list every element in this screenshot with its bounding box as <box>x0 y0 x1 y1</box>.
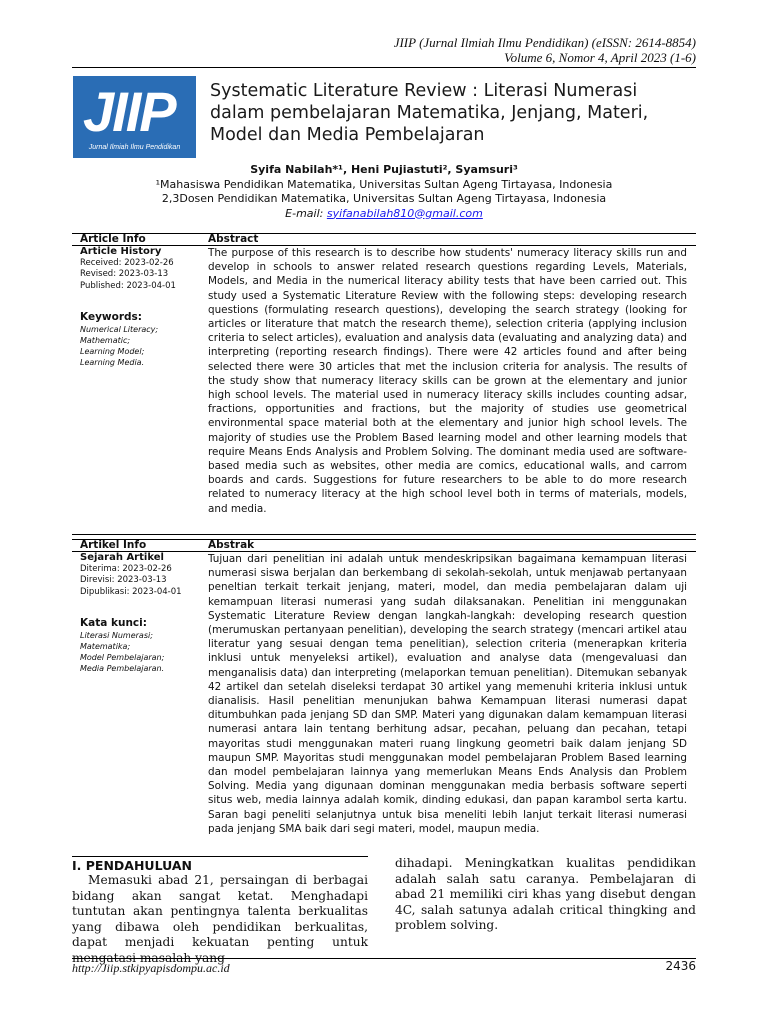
page-number: 2436 <box>665 959 696 973</box>
footer-url[interactable]: http://Jiip.stkipyapisdompu.ac.id <box>72 961 230 975</box>
logo-subtitle: Jurnal Ilmiah Ilmu Pendidikan <box>88 144 181 151</box>
journal-logo <box>73 76 196 158</box>
english-block-bottom-rule <box>72 534 696 535</box>
section-heading: I. PENDAHULUAN <box>72 856 368 873</box>
journal-header <box>394 35 696 65</box>
sejarah-artikel-title: Sejarah Artikel <box>80 552 164 563</box>
keyword-item: Learning Model; <box>80 346 145 356</box>
article-info-column <box>80 246 205 368</box>
affiliation-2: 2,3Dosen Pendidikan Matematika, Universitas Sultan Ageng Tirtayasa, Indonesia <box>161 192 607 205</box>
article-history-title: Article History <box>80 246 162 257</box>
keyword-item: Numerical Literacy; <box>80 324 159 334</box>
english-abstract-block <box>72 233 696 535</box>
intro-paragraph-left: Memasuki abad 21, persaingan di berbagai bidang akan sangat ketat. Menghadapi tuntutan akan pentingnya talenta berkualitas yang dibawa oleh pendidikan berkualitas, dapat menjadi kekuatan penting untuk mengatasi masalah yang <box>72 873 368 965</box>
intro-paragraph-right: dihadapi. Meningkatkan kualitas pendidikan adalah salah satu caranya. Pembelajaran di abad 21 memiliki ciri khas yang disebut dengan 4C, salah satunya adalah critical thingking and problem solving. <box>395 856 696 932</box>
article-info-label: Article Info <box>80 233 146 245</box>
direvisi-date: Direvisi: 2023-03-13 <box>80 575 167 585</box>
header-divider <box>72 67 696 68</box>
abstrak-label: Abstrak <box>208 539 255 551</box>
revised-date: Revised: 2023-03-13 <box>80 269 169 279</box>
keyword-item: Model Pembelajaran; <box>80 652 165 662</box>
artikel-info-label: Artikel Info <box>80 539 147 551</box>
email-line <box>72 207 696 222</box>
author-block <box>72 163 696 221</box>
artikel-info-column <box>80 552 205 674</box>
keyword-item: Matematika; <box>80 641 131 651</box>
english-block-header <box>72 233 696 246</box>
intro-column-right <box>395 856 696 934</box>
affiliation-1: ¹Mahasiswa Pendidikan Matematika, Universitas Sultan Ageng Tirtayasa, Indonesia <box>155 177 613 191</box>
kata-kunci-title: Kata kunci: <box>80 617 147 629</box>
indonesian-block-header <box>72 539 696 552</box>
keyword-item: Mathematic; <box>80 335 131 345</box>
indonesian-abstract-block <box>72 539 696 854</box>
email-label: E-mail: <box>285 206 324 220</box>
keyword-item: Learning Media. <box>80 357 145 367</box>
logo-text: JIIP <box>83 80 175 143</box>
journal-volume: Volume 6, Nomor 4, April 2023 (1-6) <box>504 50 696 65</box>
keyword-item: Media Pembelajaran. <box>80 663 165 673</box>
intro-column-left <box>72 856 368 966</box>
author-names: Syifa Nabilah*¹, Heni Pujiastuti², Syamsuri³ <box>250 163 518 176</box>
received-date: Received: 2023-02-26 <box>80 257 174 268</box>
keywords-title: Keywords: <box>80 311 142 323</box>
published-date: Published: 2023-04-01 <box>80 280 176 291</box>
paper-title: Systematic Literature Review : Literasi Numerasi dalam pembelajaran Matematika, Jenjang, Materi, Model dan Media Pembelajaran <box>210 81 649 145</box>
email-link[interactable]: syifanabilah810@gmail.com <box>326 206 483 220</box>
keyword-item: Literasi Numerasi; <box>80 630 153 640</box>
footer-divider <box>72 958 696 959</box>
abstrak-text: Tujuan dari penelitian ini adalah untuk mendeskripsikan bagaimana kemampuan literasi numerasi siswa berjalan dan berkembang di sekolah-sekolah, untuk menjawab pertanyaan peneltian terkait terkait jenjang, materi, model, dan media pembelajaran dalam uji kemampuan literasi numerasi yang sudah dilaksanakan. Penelitian ini menggunakan Systematic Literature Review dengan langkah-langkah: developing research question (merumuskan pertanyaan penelitian), developing the search strategy (mencari artikel atau literatur yang sesuai dengan tema penelitian), selection criteria (menerapkan kriteria inklusi untuk menyeleksi artikel), evaluation and analyse data (mengevaluasi dan menganalisis data) dan interpreting (melaporkan temuan penelitian). Ditemukan sebanyak 42 artikel dan setelah diseleksi terdapat 30 artikel yang memenuhi kriteria inklusi untuk dianalisis. Hasil penelitian menunjukan bahwa Kemampuan literasi numerasi dapat ditumbuhkan pada jenjang SD dan SMP. Materi yang digunakan dalam kemampuan literasi numerasi antara lain tentang berhitung adsar, pecahan, peluang dan pecahan, tetapi mayoritas studi menggunakan materi ruang lingkung geometri baik dalam jenjang SD maupun SMP. Mayoritas studi menggunakan model pembelajaran Problem Based learning dan model pembelajaran lainnya yang memerlukan Means Ends Analysis dan Problem Solving. Media yang digunaan dominan menggunakan media berbasis software seperti situs web, media lainnya adalah komik, dinding edukasi, dan papan karambol serta kartu. Saran bagi peneliti selanjutnya untuk bisa meneliti lebih lanjut terkait literasi numerasi pada jenjang SMA baik dari segi materi, model, maupun media. <box>208 553 687 835</box>
abstract-label: Abstract <box>208 233 259 245</box>
abstract-text: The purpose of this research is to describe how students' numeracy literacy skills run and develop in schools to answer related research questions regarding Levels, Materials, Models, and Media in the numerical literacy ability tests that have been carried out. This study used a Systematic Literature Review with the following steps: developing research questions (formulating research questions), developing the search strategy (looking for articles or literature that match the research theme), selection criteria (applying inclusion criteria to select articles), evaluation and analysis data (evaluating and analyzing data) and interpreting (reporting research findings). There were 42 articles found and after being selected there were 30 articles that met the inclusion criteria for analysis. The results of the study show that numeracy literacy skills can be grown at the elementary and junior high school levels. The material used in numeracy literacy skills includes counting adsar, fractions, opportunities and fractions, but the majority of studies use geometrical environmental space material both at the elementary and junior high school levels. The majority of studies use the Problem Based learning model and other learning models that require Means Ends Analysis and Problem Solving. The dominant media used are software-based media such as websites, other media are comics, educational walls, and carrom boards and cards. Suggestions for future researchers to be able to do more research related to numeracy literacy at the high school level both in terms of materials, models, and media. <box>208 247 687 515</box>
diterima-date: Diterima: 2023-02-26 <box>80 563 172 574</box>
dipublikasi-date: Dipublikasi: 2023-04-01 <box>80 586 182 597</box>
journal-name: JIIP (Jurnal Ilmiah Ilmu Pendidikan) (eISSN: 2614-8854) <box>393 35 696 50</box>
